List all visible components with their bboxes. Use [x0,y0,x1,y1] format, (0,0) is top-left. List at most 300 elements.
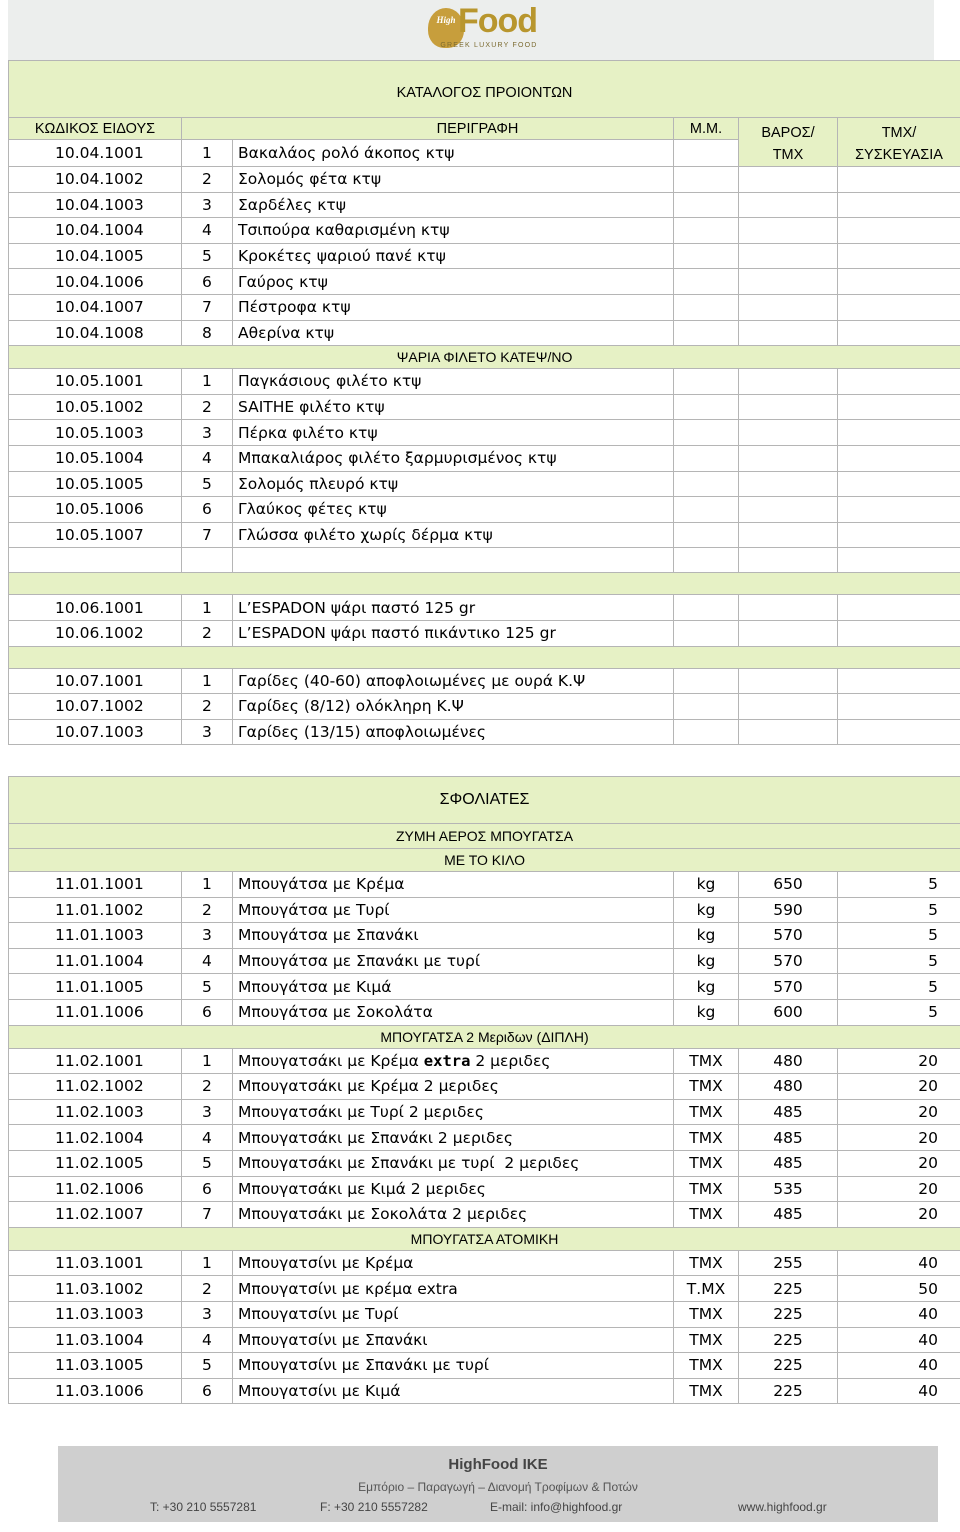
product-description: Πέρκα φιλέτο κτψ [233,420,674,446]
product-unit [674,595,739,621]
product-index: 2 [182,694,233,720]
product-weight: 570 [739,974,838,1000]
product-description [233,1099,674,1125]
product-pack: 5 [838,872,960,898]
footer-tagline: Εμπόριο – Παραγωγή – Διανομή Τροφίμων & Ποτών [358,1480,638,1494]
product-code: 10.05.1003 [9,420,182,446]
product-pack [838,192,960,218]
product-code: 11.02.1003 [9,1099,182,1125]
product-row [9,294,960,320]
header-pack [838,118,960,167]
product-row [9,1150,960,1176]
product-code: 10.05.1001 [9,369,182,395]
product-code: 10.07.1002 [9,694,182,720]
separator-cell [9,573,960,595]
product-index: 3 [182,420,233,446]
separator-row [9,646,960,668]
product-pack [838,420,960,446]
header-pack-line1: ΤΜΧ/ [881,125,917,141]
logo-badge: High [428,8,464,48]
product-index: 3 [182,923,233,949]
product-unit [674,668,739,694]
product-pack: 20 [838,1176,960,1202]
product-weight [739,522,838,548]
product-pack [838,719,960,745]
description-text: Μπουγατσάκι με Κρέμα [238,1051,424,1070]
product-weight: 650 [739,872,838,898]
logo-subtitle: GREEK LUXURY FOOD [440,42,538,49]
product-index: 6 [182,1378,233,1404]
product-description: Μπουγάτσα με Κρέμα [233,872,674,898]
product-pack: 20 [838,1202,960,1228]
product-unit: ΤΜΧ [674,1074,739,1100]
product-description: SAITHE φιλέτο κτψ [233,394,674,420]
product-weight [739,269,838,295]
product-index: 3 [182,1099,233,1125]
product-index: 4 [182,218,233,244]
product-unit [674,192,739,218]
product-weight: 485 [739,1150,838,1176]
product-unit: kg [674,974,739,1000]
product-description [233,1048,674,1074]
section-row [9,1227,960,1250]
product-code: 11.03.1006 [9,1378,182,1404]
product-weight [739,192,838,218]
product-code: 10.05.1007 [9,522,182,548]
product-pack: 5 [838,999,960,1025]
product-description: Μπουγατσίνι με Κρέμα [233,1250,674,1276]
description-text: Μπουγατσάκι με Κρέμα 2 μεριδες [238,1077,499,1096]
product-unit: kg [674,897,739,923]
product-weight: 535 [739,1176,838,1202]
description-text: Μπουγατσάκι με Σπανάκι 2 μεριδες [238,1128,513,1147]
product-pack [838,694,960,720]
product-unit: ΤΜΧ [674,1150,739,1176]
product-unit: kg [674,948,739,974]
header-unit: Μ.Μ. [674,118,739,140]
header-code: ΚΩΔΙΚΟΣ ΕΙΔΟΥΣ [9,118,182,140]
catalog-table-pastry [8,776,960,1404]
description-text: Μπουγατσάκι με Τυρί 2 μεριδες [238,1103,484,1122]
product-description [233,1125,674,1151]
section-bougatsa-kilo-subtitle: ΜΕ ΤΟ ΚΙΛΟ [9,849,960,872]
catalog-table-fish [8,60,960,745]
product-weight: 225 [739,1301,838,1327]
product-code: 10.05.1004 [9,445,182,471]
product-pack [838,167,960,193]
product-index: 1 [182,1048,233,1074]
product-row [9,522,960,548]
product-weight [739,694,838,720]
product-index: 8 [182,320,233,346]
product-description: Αθερίνα κτψ [233,320,674,346]
product-code: 11.02.1004 [9,1125,182,1151]
empty-cell [674,548,739,573]
product-pack: 5 [838,948,960,974]
logo-wordmark: Food [458,2,538,40]
product-pack [838,218,960,244]
product-row [9,1048,960,1074]
product-unit [674,167,739,193]
product-unit: ΤΜΧ [674,1353,739,1379]
product-unit [674,243,739,269]
section-row [9,1025,960,1048]
empty-cell [739,548,838,573]
product-row [9,668,960,694]
product-index: 4 [182,1327,233,1353]
product-unit: Τ.ΜΧ [674,1276,739,1302]
product-index: 7 [182,1202,233,1228]
description-text: Μπουγατσάκι με Σοκολάτα 2 μεριδες [238,1205,528,1224]
product-unit [674,369,739,395]
product-row [9,1276,960,1302]
product-index: 1 [182,872,233,898]
product-description [233,1176,674,1202]
product-weight [739,497,838,523]
highfood-logo [428,2,548,52]
product-weight [739,394,838,420]
product-weight: 255 [739,1250,838,1276]
separator-row [9,573,960,595]
product-index: 1 [182,140,233,167]
product-description [233,1202,674,1228]
product-pack: 20 [838,1099,960,1125]
product-code: 10.04.1008 [9,320,182,346]
product-unit [674,522,739,548]
product-code: 11.03.1001 [9,1250,182,1276]
product-code: 10.05.1002 [9,394,182,420]
product-description: Μπουγάτσα με Σπανάκι με τυρί [233,948,674,974]
product-description: Μπουγατσίνι με Σπανάκι [233,1327,674,1353]
header-description: ΠΕΡΙΓΡΑΦΗ [182,118,674,140]
product-row [9,1125,960,1151]
product-row [9,974,960,1000]
product-description: Μπουγατσίνι με Τυρί [233,1301,674,1327]
section-row [9,824,960,849]
product-index: 1 [182,369,233,395]
product-pack [838,294,960,320]
product-pack [838,595,960,621]
product-unit [674,320,739,346]
product-pack [838,320,960,346]
product-unit [674,420,739,446]
product-index: 1 [182,668,233,694]
catalog-title: ΚΑΤΑΛΟΓΟΣ ΠΡΟΙΟΝΤΩΝ [9,61,960,118]
product-row [9,445,960,471]
product-code: 11.02.1006 [9,1176,182,1202]
product-code: 11.03.1004 [9,1327,182,1353]
product-pack: 20 [838,1150,960,1176]
company-footer [58,1446,938,1522]
product-pack: 40 [838,1327,960,1353]
product-description: Παγκάσιους φιλέτο κτψ [233,369,674,395]
product-row [9,897,960,923]
product-row [9,595,960,621]
product-code: 11.02.1005 [9,1150,182,1176]
product-unit [674,294,739,320]
product-weight: 485 [739,1202,838,1228]
product-row [9,269,960,295]
product-row [9,1353,960,1379]
product-pack [838,243,960,269]
product-pack: 40 [838,1378,960,1404]
product-row [9,1378,960,1404]
product-pack: 5 [838,897,960,923]
separator-cell [9,646,960,668]
product-unit: kg [674,923,739,949]
empty-cell [233,548,674,573]
product-index: 2 [182,167,233,193]
product-weight: 480 [739,1074,838,1100]
product-description: Γλώσσα φιλέτο χωρίς δέρμα κτψ [233,522,674,548]
product-row [9,420,960,446]
product-code: 10.05.1005 [9,471,182,497]
product-code: 10.05.1006 [9,497,182,523]
product-unit [674,445,739,471]
product-code: 11.02.1002 [9,1074,182,1100]
product-unit: ΤΜΧ [674,1250,739,1276]
product-weight [739,595,838,621]
product-description: Τσιπούρα καθαρισμένη κτψ [233,218,674,244]
product-unit: ΤΜΧ [674,1176,739,1202]
product-code: 11.01.1001 [9,872,182,898]
product-index: 3 [182,192,233,218]
product-pack [838,668,960,694]
product-row [9,394,960,420]
product-weight: 590 [739,897,838,923]
product-unit: ΤΜΧ [674,1125,739,1151]
product-row [9,948,960,974]
footer-email: E-mail: info@highfood.gr [490,1500,623,1514]
product-description: Μπουγατσίνι με κρέμα extra [233,1276,674,1302]
product-row [9,923,960,949]
product-code: 11.02.1007 [9,1202,182,1228]
description-text: Μπουγατσάκι με Κιμά 2 μεριδες [238,1179,486,1198]
section-bougatsa-single-title: ΜΠΟΥΓΑΤΣΑ ΑΤΟΜΙΚΗ [9,1227,960,1250]
empty-cell [838,548,960,573]
product-index: 3 [182,1301,233,1327]
product-weight [739,719,838,745]
product-index: 4 [182,1125,233,1151]
product-index: 2 [182,620,233,646]
product-row [9,1099,960,1125]
product-unit [674,269,739,295]
product-code: 10.04.1006 [9,269,182,295]
product-row [9,243,960,269]
product-weight [739,445,838,471]
product-row [9,167,960,193]
product-weight: 225 [739,1327,838,1353]
product-row [9,1074,960,1100]
product-index: 7 [182,294,233,320]
product-unit: ΤΜΧ [674,1099,739,1125]
product-description [233,1150,674,1176]
product-description: Γαρίδες (8/12) ολόκληρη Κ.Ψ [233,694,674,720]
header-weight-line1: ΒΑΡΟΣ/ [761,125,815,141]
product-weight: 570 [739,948,838,974]
product-unit [674,218,739,244]
product-index: 6 [182,1176,233,1202]
product-description: Μπουγάτσα με Σοκολάτα [233,999,674,1025]
product-pack [838,394,960,420]
product-description: Μπουγάτσα με Κιμά [233,974,674,1000]
product-weight [739,471,838,497]
product-description: Μπακαλιάρος φιλέτο ξαρμυρισμένος κτψ [233,445,674,471]
pastry-title: ΣΦΟΛΙΑΤΕΣ [9,777,960,824]
description-suffix: 2 μεριδες [470,1051,551,1070]
product-row [9,471,960,497]
product-row [9,620,960,646]
product-pack [838,269,960,295]
product-weight: 570 [739,923,838,949]
product-weight: 485 [739,1125,838,1151]
product-pack: 20 [838,1048,960,1074]
header-pack-line2: ΣΥΣΚΕΥΑΣΙΑ [855,147,943,163]
product-unit: kg [674,999,739,1025]
section-fillet-title: ΨΑΡΙΑ ΦΙΛΕΤΟ ΚΑΤΕΨ/ΝΟ [9,346,960,369]
product-row [9,218,960,244]
product-pack: 5 [838,974,960,1000]
description-text: Μπουγατσάκι με Σπανάκι με τυρί 2 μεριδες [238,1154,580,1173]
product-weight: 600 [739,999,838,1025]
product-description: Γαρίδες (40-60) αποφλοιωμένες με ουρά Κ.Ψ [233,668,674,694]
product-weight: 480 [739,1048,838,1074]
product-index: 6 [182,999,233,1025]
product-description: L’ESPADON ψάρι παστό 125 gr [233,595,674,621]
empty-row [9,548,960,573]
product-code: 11.03.1002 [9,1276,182,1302]
product-index: 7 [182,522,233,548]
product-description: Γαύρος κτψ [233,269,674,295]
product-row [9,1176,960,1202]
product-unit [674,497,739,523]
header-weight-line2: ΤΜΧ [772,147,804,163]
product-weight [739,218,838,244]
product-code: 11.01.1004 [9,948,182,974]
product-pack: 40 [838,1301,960,1327]
product-index: 2 [182,1276,233,1302]
product-index: 6 [182,269,233,295]
product-weight: 225 [739,1378,838,1404]
product-code: 10.04.1004 [9,218,182,244]
product-code: 10.07.1003 [9,719,182,745]
product-index: 2 [182,394,233,420]
product-weight [739,369,838,395]
product-index: 4 [182,948,233,974]
product-index: 5 [182,1353,233,1379]
product-description: Μπουγάτσα με Τυρί [233,897,674,923]
empty-cell [182,548,233,573]
product-index: 3 [182,719,233,745]
product-index: 6 [182,497,233,523]
product-description: Σολομός πλευρό κτψ [233,471,674,497]
product-code: 10.04.1007 [9,294,182,320]
product-pack [838,445,960,471]
product-weight [739,620,838,646]
section-row [9,849,960,872]
product-pack [838,522,960,548]
product-weight [739,243,838,269]
product-unit: ΤΜΧ [674,1378,739,1404]
product-pack: 50 [838,1276,960,1302]
product-unit [674,471,739,497]
product-index: 5 [182,243,233,269]
product-pack: 40 [838,1353,960,1379]
product-weight: 225 [739,1276,838,1302]
product-code: 10.06.1002 [9,620,182,646]
product-index: 5 [182,974,233,1000]
product-row [9,872,960,898]
product-row [9,1327,960,1353]
product-pack: 20 [838,1125,960,1151]
product-row [9,999,960,1025]
product-weight [739,420,838,446]
description-emphasis: extra [423,1051,471,1070]
product-description: Μπουγάτσα με Σπανάκι [233,923,674,949]
product-unit: ΤΜΧ [674,1048,739,1074]
product-code: 11.03.1003 [9,1301,182,1327]
footer-website: www.highfood.gr [738,1500,827,1514]
product-index: 2 [182,1074,233,1100]
product-index: 1 [182,1250,233,1276]
product-pack: 40 [838,1250,960,1276]
product-description: L’ESPADON ψάρι παστό πικάντικο 125 gr [233,620,674,646]
product-code: 10.04.1005 [9,243,182,269]
product-unit [674,620,739,646]
product-description: Μπουγατσίνι με Σπανάκι με τυρί [233,1353,674,1379]
product-weight: 485 [739,1099,838,1125]
product-row [9,694,960,720]
product-index: 1 [182,595,233,621]
product-unit: ΤΜΧ [674,1202,739,1228]
product-pack [838,620,960,646]
product-description: Κροκέτες ψαριού πανέ κτψ [233,243,674,269]
product-pack [838,497,960,523]
logo-band [8,0,934,60]
product-unit [674,394,739,420]
footer-company-name: HighFood IKE [448,1456,548,1473]
product-index: 5 [182,471,233,497]
product-row [9,497,960,523]
product-pack [838,471,960,497]
product-index: 5 [182,1150,233,1176]
product-row [9,1301,960,1327]
product-unit: ΤΜΧ [674,1327,739,1353]
product-pack: 5 [838,923,960,949]
footer-phone: T: +30 210 5557281 [150,1500,257,1514]
product-code: 11.01.1003 [9,923,182,949]
product-code: 10.07.1001 [9,668,182,694]
product-weight [739,320,838,346]
product-row [9,1202,960,1228]
section-bougatsa-portion-title: ΜΠΟΥΓΑΤΣΑ 2 Μεριδων (ΔΙΠΛΗ) [9,1025,960,1048]
product-description: Σολομός φέτα κτψ [233,167,674,193]
product-code: 11.01.1006 [9,999,182,1025]
product-description: Πέστροφα κτψ [233,294,674,320]
product-code: 10.04.1002 [9,167,182,193]
product-row [9,192,960,218]
empty-cell [9,548,182,573]
product-index: 4 [182,445,233,471]
product-code: 10.04.1003 [9,192,182,218]
product-unit: ΤΜΧ [674,1301,739,1327]
product-weight [739,668,838,694]
product-unit: kg [674,872,739,898]
product-pack [838,369,960,395]
product-code: 11.01.1005 [9,974,182,1000]
product-description: Γλαύκος φέτες κτψ [233,497,674,523]
product-weight [739,294,838,320]
